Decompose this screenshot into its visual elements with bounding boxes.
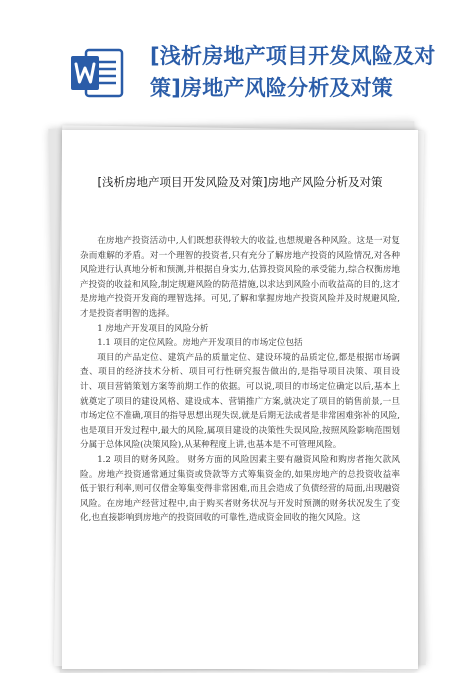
- document-paragraph: 1.2 项目的财务风险。 财务方面的风险因素主要有融资风险和购房者拖欠款风险。房地产投资通常通过集资或贷款等方式筹集资金的,如果房地产的总投资收益率低于银行利率,则可仅借金筹集变得非常困难,而且会造成了负债经营的局面,出现融资风险。在房地产经营过程中,由于购买者财务状况与开发时预测的财务状况发生了变化,也直接影响到房地产的投资回收的可靠性,造成资金回收的拖欠风险。这: [80, 454, 400, 524]
- header-banner: [0, 0, 474, 130]
- word-document-icon: [68, 44, 126, 102]
- document-paragraph: 在房地产投资活动中,人们既想获得较大的收益,也想规避各种风险。这是一对复杂而难解的矛盾。对一个理智的投资者,只有充分了解房地产投资的风险情况,对各种风险进行认真地分析和预测,并根据自身实力,估算投资风险的承受能力,综合权衡房地产投资的收益和风险,制定规避风险的防范措施,以求达到风险小而收益高的目的,这才是房地产投资开发商的理智选择。可见,了解和掌握房地产投资风险并及时规避风险,才是投资者明智的选择。: [80, 236, 400, 319]
- document-paragraph: 项目的产品定位、建筑产品的质量定位、建设环境的品质定位,都是根据市场调查、项目的经济技术分析、项目可行性研究报告做出的,是指导项目决策、项目设计、项目营销策划方案等前期工作的依据。可以说,项目的市场定位确定以后,基本上就奠定了项目的建设风格、建设成本、营销推广方案,就决定了项目的销售前景,一旦市场定位不准确,项目的指导思想出现失误,就是后期无法成者是非常困难弥补的风险,也是项目开发过程中,最大的风险,属项目建设的决策性失误风险,按照风险影响范围划分属于总体风险(决策风险),从某种程度上讲,也基本是不可管理风险。: [80, 352, 400, 451]
- section-heading: 1 房地产开发项目的风险分析: [97, 323, 209, 334]
- document-body: [80, 234, 400, 526]
- subsection-heading: 1.1 项目的定位风险。房地产开发项目的市场定位包括: [97, 338, 303, 349]
- document-title: [浅析房地产项目开发风险及对策]房地产风险分析及对策: [97, 175, 383, 189]
- header-title: [浅析房地产项目开发风险及对策]房地产风险分析及对策: [150, 44, 436, 100]
- document-page: [62, 130, 418, 669]
